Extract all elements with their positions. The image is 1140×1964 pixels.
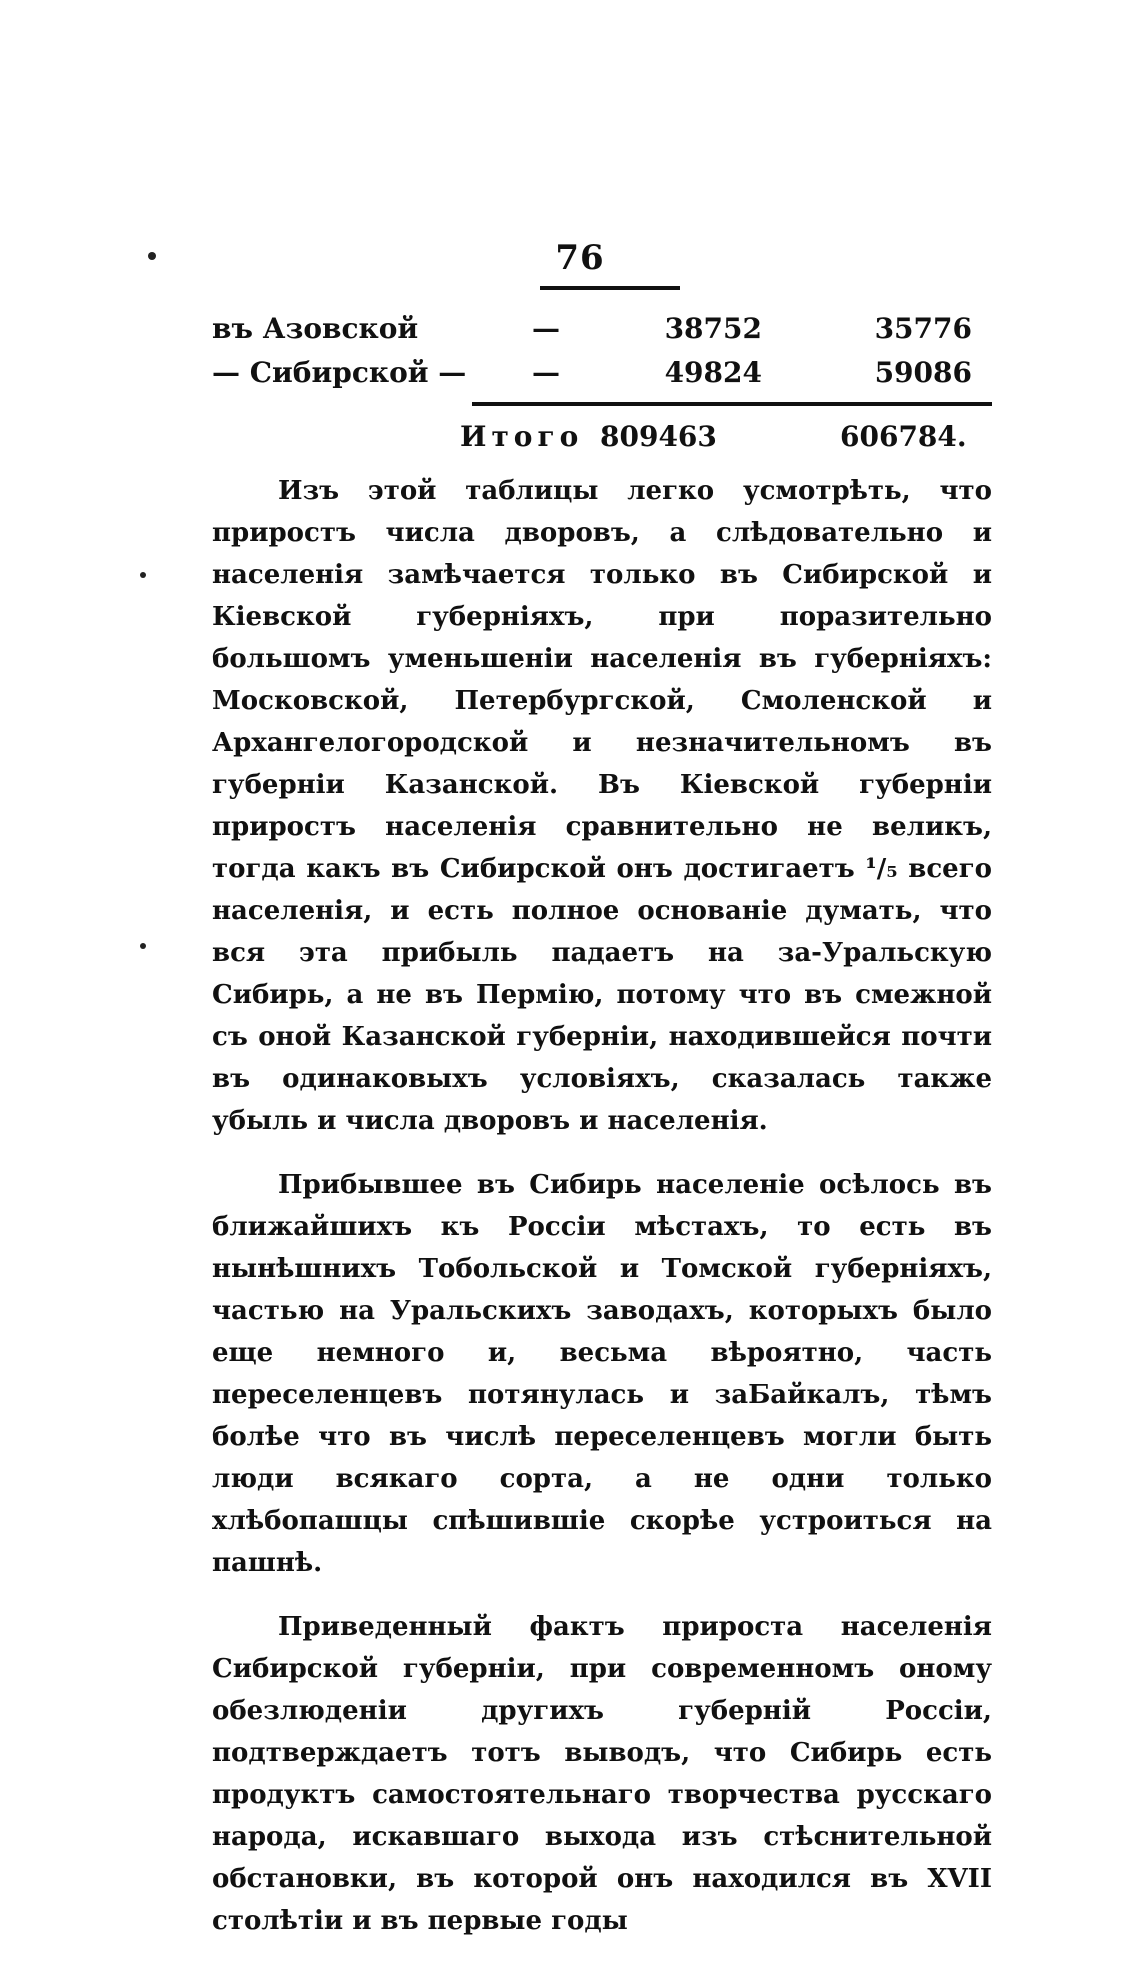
total-value-1: 809463	[600, 420, 717, 453]
row-value-1: 49824	[664, 356, 762, 389]
scan-speck	[148, 252, 156, 260]
total-value-2: 606784.	[840, 420, 967, 453]
paragraph: Изъ этой таблицы легко усмотрѣть, что приростъ числа дворовъ, а слѣдовательно и населенія замѣчается только въ Сибирской и Кіевской губерніяхъ, при поразительно большомъ уменьшеніи населенія въ губерніяхъ: Московской, Петербургской, Смоленской и Архангелогородской и незначительномъ въ губерніи Казанской. Въ Кіевской губерніи приростъ населенія сравнительно не великъ, тогда какъ въ Сибирской онъ достигаетъ ¹/₅ всего населенія, и есть полное основаніе думать, что вся эта прибыль падаетъ на за-Уральскую Сибирь, а не въ Пермію, потому что въ смежной съ оной Казанской губерніи, находившейся почти въ одинаковыхъ условіяхъ, сказалась также убыль и числа дворовъ и населенія.	[212, 476, 992, 1136]
total-rule	[472, 402, 992, 406]
body-text	[212, 470, 992, 1964]
row-dash: —	[532, 356, 560, 389]
row-name: въ Азовской	[212, 312, 419, 345]
row-value-1: 38752	[664, 312, 762, 345]
table-row	[212, 356, 992, 400]
population-table	[212, 312, 992, 400]
page-number-rule	[540, 286, 680, 290]
row-value-2: 35776	[874, 312, 972, 345]
row-dash: —	[532, 312, 560, 345]
row-name: — Сибирской —	[212, 356, 467, 389]
paragraph: Прибывшее въ Сибирь населеніе осѣлось въ ближайшихъ къ Россіи мѣстахъ, то есть въ нынѣшнихъ Тобольской и Томской губерніяхъ, частью на Уральскихъ заводахъ, которыхъ было еще немного и, весьма вѣроятно, часть переселенцевъ потянулась и заБайкалъ, тѣмъ болѣе что въ числѣ переселенцевъ могли быть люди всякаго сорта, а не одни только хлѣбопашцы спѣшившіе скорѣе устроиться на пашнѣ.	[212, 1170, 992, 1578]
scan-speck	[140, 943, 146, 949]
total-label: Итого	[460, 420, 584, 453]
scan-speck	[140, 572, 146, 578]
paragraph: Приведенный фактъ прироста населенія Сибирской губерніи, при современномъ оному обезлюденіи другихъ губерній Россіи, подтверждаетъ тотъ выводъ, что Сибирь есть продуктъ самостоятельнаго творчества русскаго народа, искавшаго выхода изъ стѣснительной обстановки, въ которой онъ находился въ XVII столѣтіи и въ первые годы	[212, 1612, 992, 1936]
page-number: 76	[555, 238, 605, 278]
total-row	[460, 420, 1000, 464]
row-value-2: 59086	[874, 356, 972, 389]
table-row	[212, 312, 992, 356]
